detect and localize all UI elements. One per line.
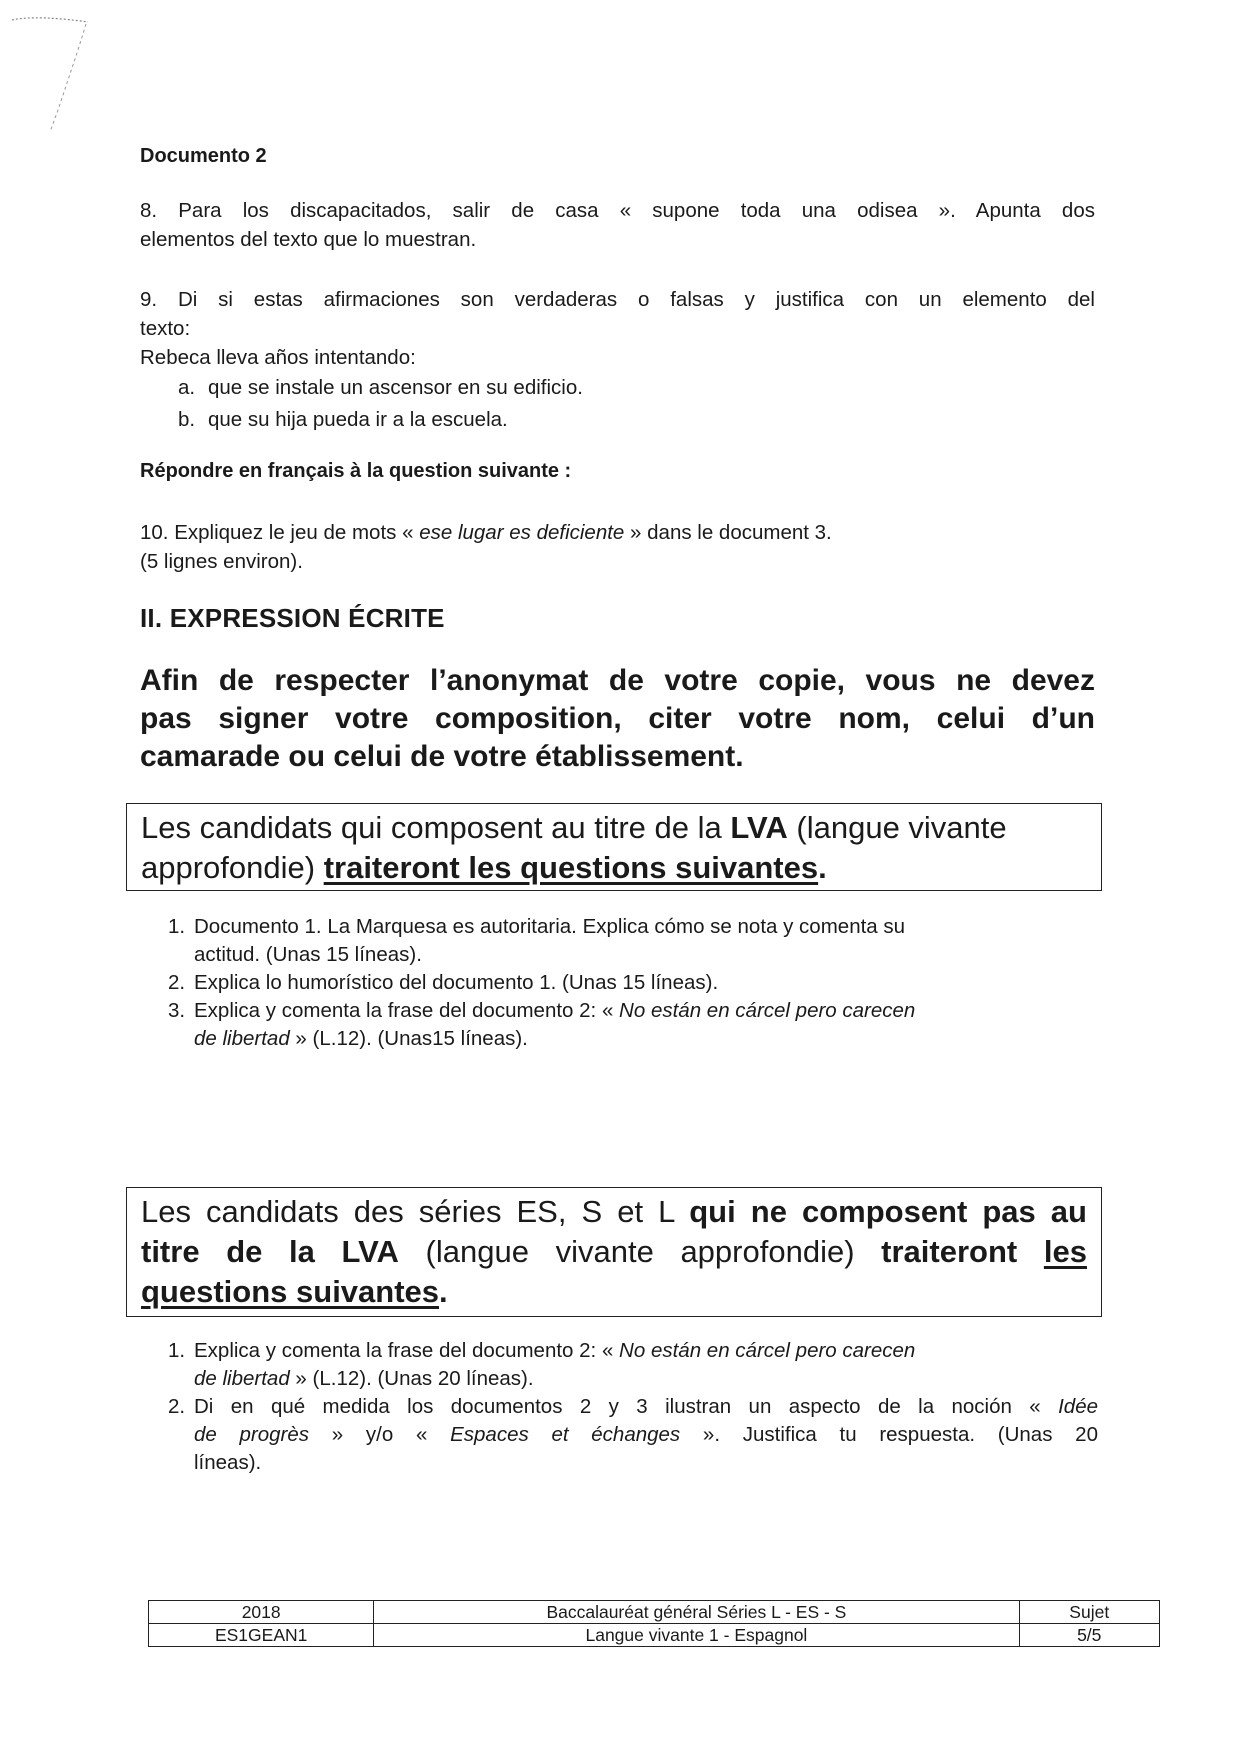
- item-number: 1.: [168, 915, 186, 938]
- lva-box-line2: [141, 848, 1087, 888]
- item-line: Explica lo humorístico del documento 1. (Unas 15 líneas).: [194, 971, 719, 994]
- item-line: [194, 1337, 1098, 1365]
- item-text: » y/o «: [309, 1423, 451, 1446]
- question-10: [140, 518, 1095, 576]
- lva-box-text2: (langue vivante: [787, 810, 1007, 845]
- list-item: [168, 913, 1098, 969]
- item-text: Explica y comenta la frase del documento 2: «: [194, 999, 620, 1022]
- item-line: [194, 1025, 1098, 1053]
- item-italic: No están en cárcel pero carecen: [619, 1339, 916, 1362]
- scan-corner-mark: [10, 10, 100, 140]
- item-letter: a.: [178, 376, 196, 399]
- non-lva-text: Les candidats des séries ES, S et L: [141, 1194, 690, 1229]
- question-10-line2: (5 lignes environ).: [140, 550, 303, 573]
- item-letter: b.: [178, 408, 196, 431]
- footer-exam: Baccalauréat général Séries L - ES - S: [374, 1601, 1019, 1624]
- question-8: [140, 196, 1095, 225]
- non-lva-box: [126, 1187, 1102, 1317]
- non-lva-box-line1: [141, 1192, 1087, 1232]
- footer-subject: Langue vivante 1 - Espagnol: [374, 1624, 1019, 1647]
- item-line: [194, 1421, 1098, 1449]
- french-heading: Répondre en français à la question suivante :: [140, 460, 572, 482]
- non-lva-box-line2: [141, 1232, 1087, 1272]
- lva-box-bold: LVA: [730, 810, 788, 845]
- lva-box-end: .: [818, 850, 827, 885]
- question-9-item-a: [178, 373, 583, 402]
- item-number: 2.: [168, 1395, 186, 1418]
- item-line: líneas).: [194, 1451, 262, 1474]
- item-text: Explica y comenta la frase del documento 2: «: [194, 1339, 620, 1362]
- question-8-line1: 8. Para los discapacitados, salir de casa « supone toda una odisea ». Apunta dos: [140, 199, 1095, 222]
- item-italic: de libertad: [194, 1367, 290, 1390]
- lva-box: [126, 803, 1102, 891]
- question-9-line3: Rebeca lleva años intentando:: [140, 346, 416, 369]
- item-number: 2.: [168, 971, 186, 994]
- footer-year: 2018: [149, 1601, 374, 1624]
- item-number: 1.: [168, 1339, 186, 1362]
- table-row: [149, 1601, 1160, 1624]
- anonymity-line1: Afin de respecter l’anonymat de votre copie, vous ne devez: [140, 664, 1095, 697]
- item-italic: Idée: [1058, 1395, 1098, 1418]
- footer-type: Sujet: [1019, 1601, 1160, 1624]
- item-line: [194, 997, 1098, 1025]
- anonymity-line2: pas signer votre composition, citer votre nom, celui d’un: [140, 702, 1095, 735]
- non-lva-text2: (langue vivante approfondie): [398, 1234, 882, 1269]
- section-title: II. EXPRESSION ÉCRITE: [140, 603, 445, 633]
- q10-italic: ese lugar es deficiente: [419, 521, 625, 544]
- non-lva-underlined2: questions suivantes: [141, 1274, 440, 1309]
- question-9-cont: [140, 314, 1095, 372]
- non-lva-bold3: traiteront: [881, 1234, 1018, 1269]
- question-8-cont: [140, 225, 1095, 254]
- question-9: [140, 285, 1095, 314]
- item-text: » (L.12). (Unas 20 líneas).: [289, 1367, 534, 1390]
- item-italic: No están en cárcel pero carecen: [619, 999, 916, 1022]
- list-item: [168, 969, 1098, 997]
- non-lva-box-line3: [141, 1272, 1087, 1312]
- question-9-line2: texto:: [140, 317, 191, 340]
- item-italic: de libertad: [194, 1027, 290, 1050]
- non-lva-end: .: [439, 1274, 448, 1309]
- footer-page: 5/5: [1019, 1624, 1160, 1647]
- item-text: ». Justifica tu respuesta. (Unas 20: [680, 1423, 1098, 1446]
- item-text: » (L.12). (Unas15 líneas).: [289, 1027, 528, 1050]
- item-line: Documento 1. La Marquesa es autoritaria. Explica cómo se nota y comenta su: [194, 915, 906, 938]
- question-9-line1: 9. Di si estas afirmaciones son verdaderas o falsas y justifica con un elemento del: [140, 288, 1095, 311]
- lva-box-line1: [141, 808, 1087, 848]
- non-lva-bold2: titre de la LVA: [141, 1234, 399, 1269]
- q10-prefix: 10. Expliquez le jeu de mots «: [140, 521, 420, 544]
- list-item: [168, 997, 1098, 1053]
- lva-question-list: [168, 913, 1098, 1053]
- item-text: que su hija pueda ir a la escuela.: [208, 408, 508, 431]
- list-item: [168, 1393, 1098, 1477]
- item-italic: Espaces et échanges: [450, 1423, 681, 1446]
- footer-table: [148, 1600, 1160, 1647]
- item-number: 3.: [168, 999, 186, 1022]
- non-lva-question-list: [168, 1337, 1098, 1477]
- anonymity-line3: camarade ou celui de votre établissement.: [140, 740, 744, 773]
- item-line: [194, 1365, 1098, 1393]
- question-10-line1: [140, 518, 1095, 547]
- lva-box-underlined: traiteront les questions suivantes: [323, 850, 819, 885]
- lva-box-text: Les candidats qui composent au titre de la: [141, 810, 731, 845]
- anonymity-notice: [140, 662, 1095, 776]
- item-text: que se instale un ascensor en su edificio.: [208, 376, 583, 399]
- table-row: [149, 1624, 1160, 1647]
- item-line: [194, 1393, 1098, 1421]
- footer-code: ES1GEAN1: [149, 1624, 374, 1647]
- item-line: actitud. (Unas 15 líneas).: [194, 943, 422, 966]
- item-text: Di en qué medida los documentos 2 y 3 ilustran un aspecto de la noción «: [194, 1395, 1059, 1418]
- lva-box-text3: approfondie): [141, 850, 324, 885]
- non-lva-bold: qui ne composent pas au: [689, 1194, 1087, 1229]
- q10-suffix: » dans le document 3.: [624, 521, 832, 544]
- document-heading: Documento 2: [140, 145, 267, 167]
- list-item: [168, 1337, 1098, 1393]
- non-lva-underlined: les: [1043, 1234, 1087, 1269]
- item-italic: de progrès: [194, 1423, 310, 1446]
- question-9-item-b: [178, 405, 508, 434]
- question-8-line2: elementos del texto que lo muestran.: [140, 228, 477, 251]
